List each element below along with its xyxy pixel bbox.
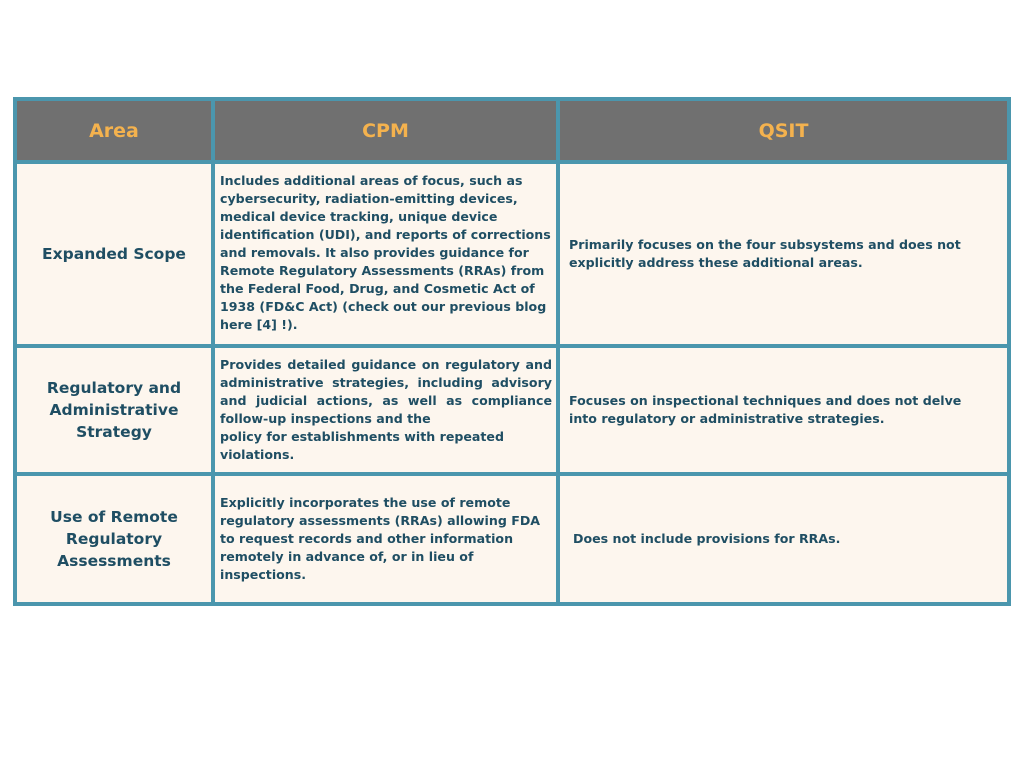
row-3-area-label: Use of Remote Regulatory Assessments <box>50 508 178 570</box>
header-qsit-label: QSIT <box>758 119 809 142</box>
row-3-cpm-text: Explicitly incorporates the use of remote regulatory assessments (RRAs) allowing FDA to request records and other information remotely in advance of, or in lieu of inspections. <box>220 495 541 582</box>
row-3-qsit-text: Does not include provisions for RRAs. <box>573 531 841 546</box>
row-1-area-label: Expanded Scope <box>42 245 186 263</box>
row-1-cpm <box>215 164 556 344</box>
row-2-qsit <box>560 348 1007 472</box>
row-1-area <box>17 164 211 344</box>
row-3-qsit <box>560 476 1007 602</box>
header-cpm-label: CPM <box>362 119 409 142</box>
row-1-cpm-text: Includes additional areas of focus, such as cybersecurity, radiation-emitting devices, medical device tracking, unique device identification (UDI), and reports of corrections and removals. It also provides guidance for Remote Regulatory Assessments (RRAs) from the Federal Food, Drug, and Cosmetic Act of 1938 (FD&C Act) (check out our previous blog here [4] !). <box>220 173 551 332</box>
header-cpm <box>215 101 556 160</box>
row-3-area <box>17 476 211 602</box>
row-2-qsit-text: Focuses on inspectional techniques and does not delve into regulatory or administrative strategies. <box>569 393 962 426</box>
row-2-cpm <box>215 348 556 472</box>
row-1-qsit-text: Primarily focuses on the four subsystems and does not explicitly address these additional areas. <box>569 237 961 270</box>
comparison-table <box>13 97 1011 606</box>
row-2-cpm-text-2: policy for establishments with repeated violations. <box>220 429 504 462</box>
header-area <box>17 101 211 160</box>
row-2-area <box>17 348 211 472</box>
header-qsit <box>560 101 1007 160</box>
row-1-qsit <box>560 164 1007 344</box>
header-area-label: Area <box>89 119 139 142</box>
row-2-area-label: Regulatory and Administrative Strategy <box>46 379 182 441</box>
row-3-cpm <box>215 476 556 602</box>
row-2-cpm-text-1: Provides detailed guidance on regulatory and administrative strategies, including advisory and judicial actions, as well as compliance follow-up inspections and the <box>220 357 552 426</box>
